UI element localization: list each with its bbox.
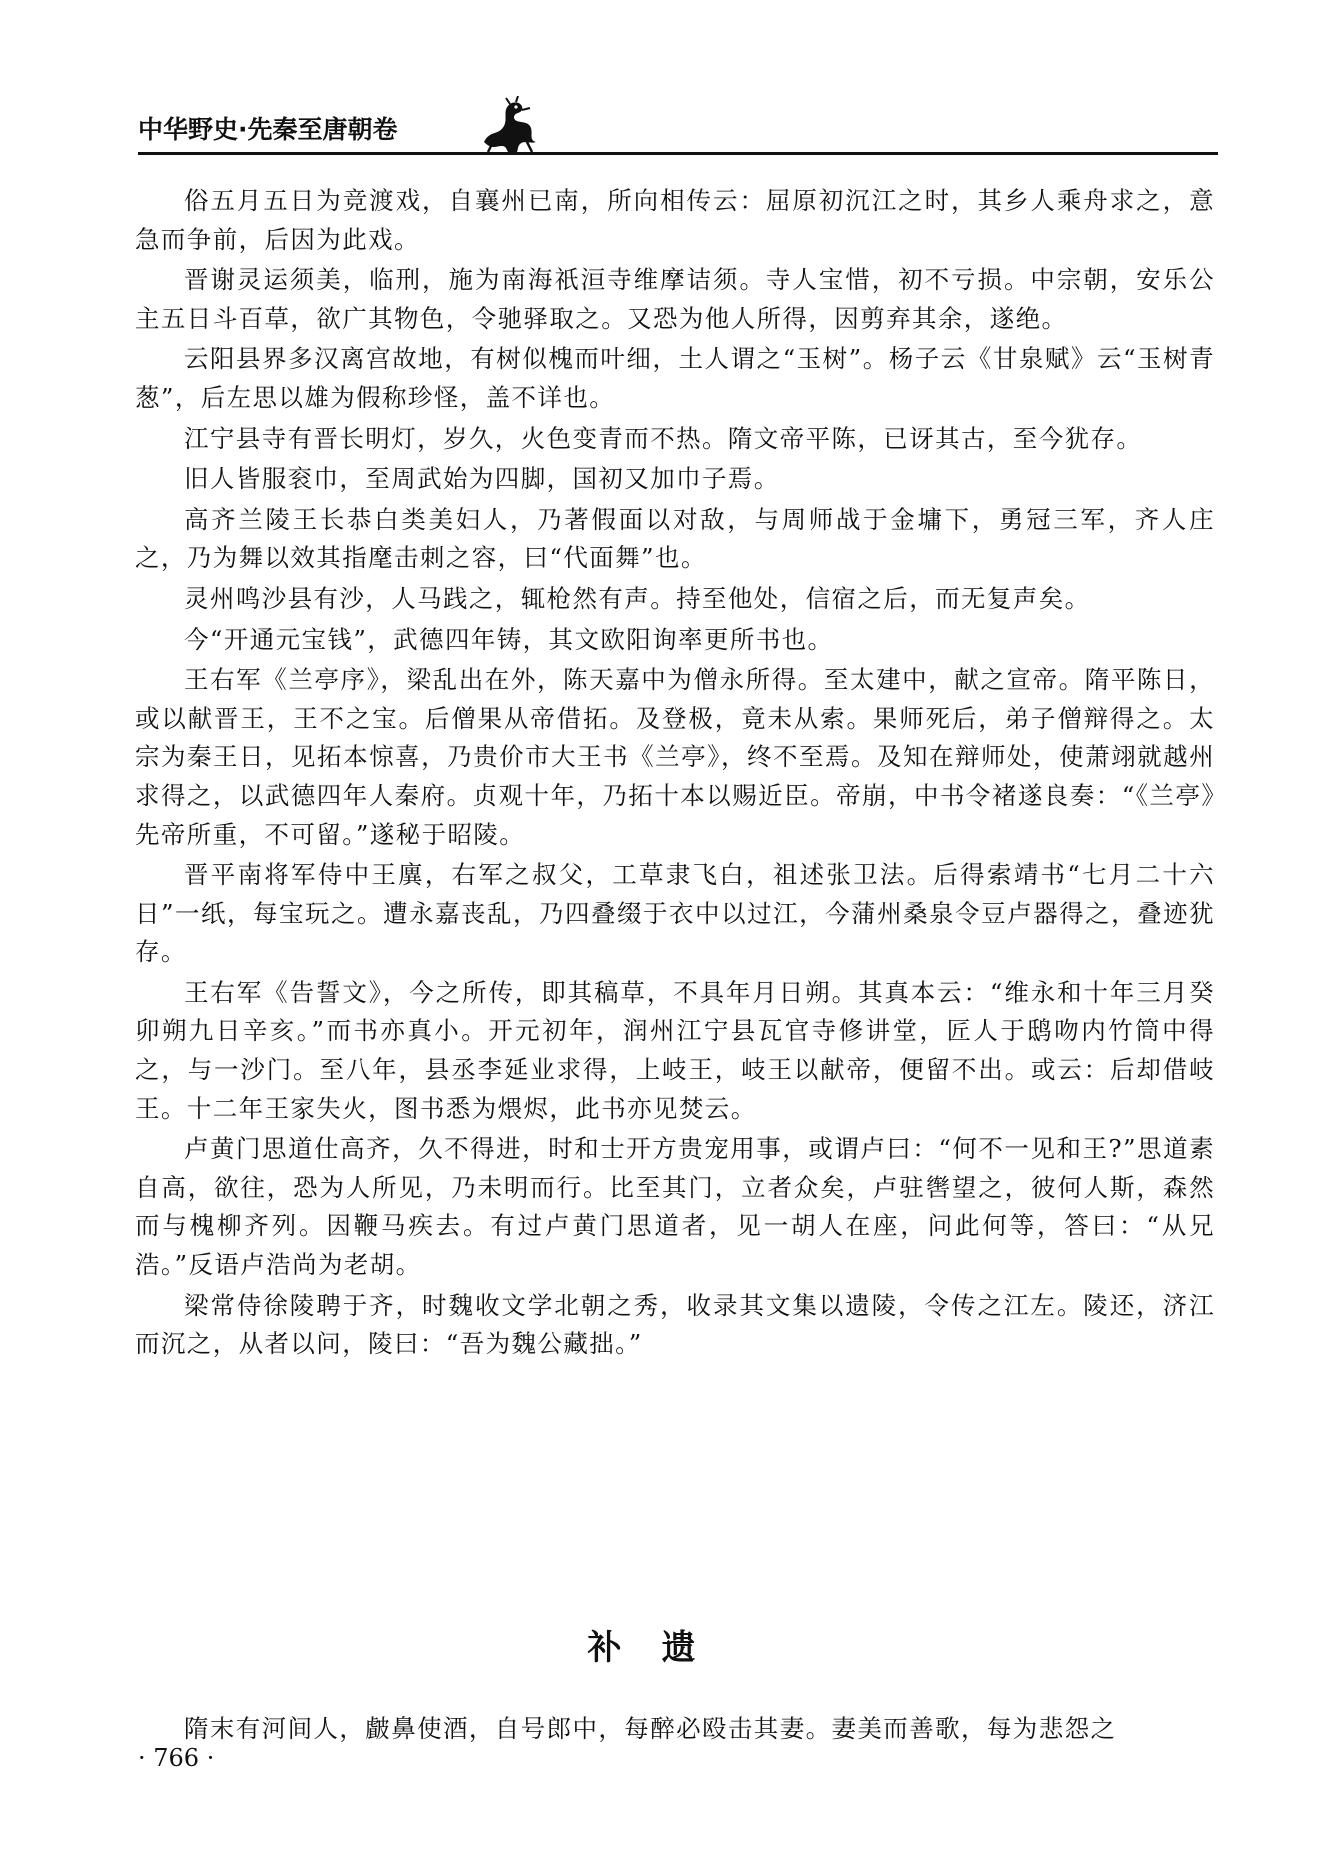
paragraph: 晋谢灵运须美，临刑，施为南海祇洹寺维摩诘须。寺人宝惜，初不亏损。中宗朝，安乐公主五日斗百草，欲广其物色，令驰驿取之。又恐为他人所得，因剪弃其余，遂绝。 [135, 265, 1215, 333]
body-text [135, 182, 1215, 1366]
paragraph: 梁常侍徐陵聘于齐，时魏收文学北朝之秀，收录其文集以遗陵，令传之江左。陵还，济江而沉之，从者以问，陵曰：“吾为魏公藏拙。” [135, 1290, 1215, 1359]
header-rule [138, 152, 1218, 155]
book-title: 中华野史·先秦至唐朝卷 [138, 115, 398, 144]
paragraph: 俗五月五日为竞渡戏，自襄州已南，所向相传云：屈原初沉江之时，其乡人乘舟求之，意急而争前，后因为此戏。 [135, 186, 1215, 254]
paragraph: 云阳县界多汉离宫故地，有树似槐而叶细，土人谓之“玉树”。杨子云《甘泉赋》云“玉树青葱”，后左思以雄为假称珍怪，盖不详也。 [135, 344, 1215, 412]
paragraph: 王右军《兰亭序》，梁乱出在外，陈天嘉中为僧永所得。至太建中，献之宣帝。隋平陈日，或以献晋王，王不之宝。后僧果从帝借拓。及登极，竟未从索。果师死后，弟子僧辩得之。太宗为秦王日，见拓本惊喜，乃贵价市大王书《兰亭》，终不至焉。及知在辩师处，使萧翊就越州求得之，以武德四年人秦府。贞观十年，乃拓十本以赐近臣。帝崩，中书令褚遂良奏：“《兰亭》先帝所重，不可留。”遂秘于昭陵。 [135, 665, 1215, 849]
page-number: · 766 · [138, 1744, 215, 1772]
running-header [138, 100, 1218, 160]
paragraph: 灵州鸣沙县有沙，人马践之，辄枪然有声。持至他处，信宿之后，而无复声矣。 [184, 583, 1091, 613]
paragraph: 王右军《告誓文》，今之所传，即其稿草，不具年月日朔。其真本云：“维永和十年三月癸卯朔九日辛亥。”而书亦真小。开元初年，润州江宁县瓦官寺修讲堂，匠人于鸱吻内竹筒中得之，与一沙门。至八年，县丞李延业求得，上岐王，岐王以献帝，便留不出。或云：后却借岐王。十二年王家失火，图书悉为煨烬，此书亦见焚云。 [135, 977, 1215, 1123]
section-heading: 补遗 [587, 1628, 736, 1668]
paragraph: 旧人皆服衮巾，至周武始为四脚，国初又加巾子焉。 [184, 464, 780, 494]
paragraph: 江宁县寺有晋长明灯，岁久，火色变青而不热。隋文帝平陈，已讶其古，至今犹存。 [184, 423, 1143, 453]
paragraph: 高齐兰陵王长恭白类美妇人，乃著假面以对敌，与周师战于金墉下，勇冠三军，齐人庄之，乃为舞以效其指麾击刺之容，曰“代面舞”也。 [135, 504, 1215, 573]
paragraph: 卢黄门思道仕高齐，久不得进，时和士开方贵宠用事，或谓卢曰：“何不一见和王?”思道素自高，欲往，恐为人所见，乃未明而行。比至其门，立者众矣，卢驻辔望之，彼何人斯，森然而与槐柳齐列。因鞭马疾去。有过卢黄门思道者，见一胡人在座，问此何等，答曰：“从兄浩。”反语卢浩尚为老胡。 [135, 1134, 1215, 1280]
paragraph: 晋平南将军侍中王廙，右军之叔父，工草隶飞白，祖述张卫法。后得索靖书“七月二十六日”一纸，每宝玩之。遭永嘉丧乱，乃四叠缀于衣中以过江，今蒲州桑泉令豆卢器得之，叠迹犹存。 [135, 860, 1215, 967]
dragon-ornament-icon [476, 96, 546, 158]
continuation-line: 隋末有河间人，皻鼻使酒，自号郎中，每醉必殴击其妻。妻美而善歌，每为悲怨之 [184, 1714, 1117, 1743]
paragraph: 今“开通元宝钱”，武德四年铸，其文欧阳询率更所书也。 [184, 624, 834, 654]
